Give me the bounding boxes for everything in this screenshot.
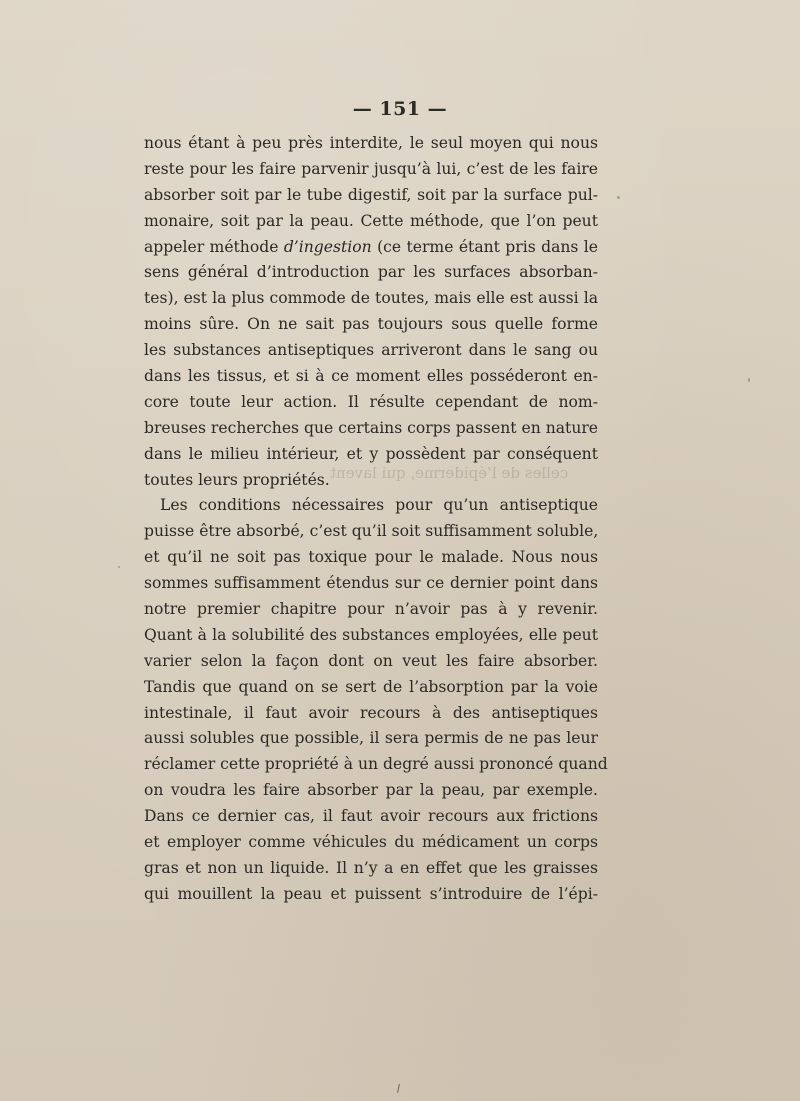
paper-speck [617, 196, 620, 199]
text-fragment: (ce terme étant pris dans le [371, 237, 598, 256]
text-line: dans le milieu intérieur, et y possèdent par conséquent [144, 444, 598, 463]
text-line [144, 235, 598, 261]
text-line: core toute leur action. Il résulte cependant de nom- [144, 392, 598, 411]
text-line: reste pour les faire parvenir jusqu’à lui, c’est de les faire [144, 159, 598, 178]
paper-speck [748, 378, 750, 382]
text-line: et employer comme véhicules du médicament un corps [144, 833, 598, 852]
bleed-through-text: celles de l’épiderme, qui lavent [330, 464, 569, 482]
text-line: breuses recherches que certains corps passent en nature [144, 418, 599, 437]
page-number: — 151 — [352, 98, 448, 120]
text-line: tes), est la plus commode de toutes, mais elle est aussi la [144, 289, 598, 308]
text-line: gras et non un liquide. Il n’y a en effet que les graisses [144, 858, 598, 877]
text-line: absorber soit par le tube digestif, soit par la surface pul- [144, 185, 598, 204]
text-line: sommes suffisamment étendus sur ce dernier point dans [144, 574, 598, 593]
text-line: intestinale, il faut avoir recours à des antiseptiques [144, 703, 598, 722]
paper-speck [118, 566, 120, 568]
text-line: aussi solubles que possible, il sera permis de ne pas leur [144, 729, 598, 748]
text-line: les substances antiseptiques arriveront dans le sang ou [144, 341, 598, 360]
text-line: monaire, soit par la peau. Cette méthode, que l’on peut [144, 211, 598, 230]
body-text [144, 131, 608, 908]
text-line: Les conditions nécessaires pour qu’un antiseptique [160, 496, 598, 515]
text-line: qui mouillent la peau et puissent s’introduire de l’épi- [144, 884, 598, 903]
paper-speck [512, 818, 514, 820]
footer-mark [397, 1084, 400, 1093]
text-line: on voudra les faire absorber par la peau, par exemple. [144, 781, 598, 800]
text-line: dans les tissus, et si à ce moment elles posséderont en- [144, 367, 598, 386]
text-line: moins sûre. On ne sait pas toujours sous quelle forme [144, 315, 598, 334]
italic-term: d’ingestion [283, 237, 372, 256]
text-line: nous étant à peu près interdite, le seul moyen qui nous [144, 134, 598, 152]
text-fragment: appeler méthode [144, 237, 284, 256]
text-line: notre premier chapitre pour n’avoir pas à y revenir. [144, 600, 598, 619]
text-line: et qu’il ne soit pas toxique pour le malade. Nous nous [144, 548, 598, 567]
text-line: sens général d’introduction par les surfaces absorban- [144, 263, 598, 282]
text-line: réclamer cette propriété à un degré aussi prononcé quand [144, 755, 608, 774]
text-line: Dans ce dernier cas, il faut avoir recours aux frictions [144, 807, 598, 826]
text-line: Quant à la solubilité des substances employées, elle peut [144, 625, 598, 644]
text-line: toutes leurs propriétés. [144, 470, 330, 489]
text-line: Tandis que quand on se sert de l’absorption par la voie [144, 677, 598, 696]
text-line: puisse être absorbé, c’est qu’il soit suffisamment soluble, [144, 522, 599, 541]
text-line: varier selon la façon dont on veut les faire absorber. [144, 651, 598, 670]
